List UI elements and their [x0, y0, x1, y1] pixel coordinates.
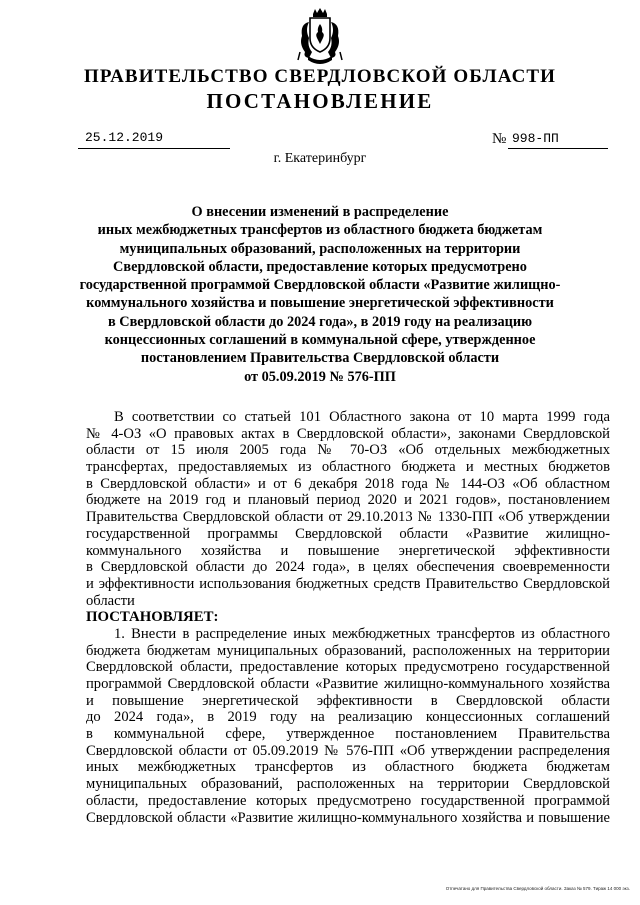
body-line: В соответствии со статьей 101 Областного закона от 10 марта 1999 года — [114, 409, 610, 425]
body-line: муниципальных образований, расположенных на территории Свердловской — [86, 776, 610, 793]
title-line: иных межбюджетных трансфертов из областного бюджета бюджетам — [97, 222, 543, 239]
coat-of-arms-icon — [296, 8, 344, 68]
title-line: Свердловской области, предоставление которых предусмотрено — [113, 258, 527, 275]
document-type: ПОСТАНОВЛЕНИЕ — [206, 89, 434, 113]
title-line: О внесении изменений в распределение — [191, 204, 449, 220]
body-line: трансфертах, предоставляемых из областного бюджета и местных бюджетов — [86, 459, 610, 476]
document-body — [86, 409, 610, 826]
body-line: Свердловской области от 05.09.2019 № 576-ПП «Об утверждении распределения — [86, 742, 610, 759]
date-underline — [78, 148, 230, 149]
title-line: концессионных соглашений в коммунальной сфере, утвержденное — [104, 332, 536, 349]
resolves-heading: ПОСТАНОВЛЯЕТ: — [86, 609, 219, 626]
body-line: области от 15 июля 2005 года № 70-ОЗ «Об отдельных межбюджетных — [86, 442, 610, 459]
body-line: до 2024 года», в 2019 году на реализацию концессионных соглашений — [86, 709, 610, 726]
number-sign: № — [492, 131, 507, 147]
body-line: в Свердловской области» и от 6 декабря 2018 года № 144-ОЗ «Об областном — [86, 475, 610, 492]
body-line: государственной программы Свердловской области «Развитие жилищно- — [86, 525, 610, 542]
organization-title: ПРАВИТЕЛЬСТВО СВЕРДЛОВСКОЙ ОБЛАСТИ — [83, 66, 557, 87]
body-line: области, предоставление которых предусмотрено государственной программой — [86, 792, 610, 809]
document-number: 998-ПП — [512, 131, 559, 146]
preamble-paragraph — [86, 409, 610, 609]
number-underline — [508, 148, 608, 149]
body-line: в коммунальной сфере, утвержденное постановлением Правительства — [86, 726, 610, 743]
document-title — [70, 203, 570, 386]
body-line: и повышение энергетической эффективности в Свердловской области — [86, 692, 610, 709]
document-date: 25.12.2019 — [85, 130, 164, 145]
body-line: иных межбюджетных трансфертов из областного бюджета бюджетам — [86, 759, 610, 776]
title-line: коммунального хозяйства и повышение энергетической эффективности — [86, 295, 554, 312]
body-line: области — [86, 592, 135, 609]
body-line: 1. Внести в распределение иных межбюджетных трансфертов из областного — [114, 625, 610, 642]
body-line: Правительства Свердловской области от 29.10.2013 № 1330-ПП «Об утверждении — [86, 509, 610, 526]
title-line: муниципальных образований, расположенных на территории — [119, 240, 521, 257]
body-line: бюджете на 2019 год и плановый период 2020 и 2021 годов», постановлением — [86, 492, 610, 509]
body-line: коммунального хозяйства и повышение энергетической эффективности — [86, 542, 610, 559]
city: г. Екатеринбург — [273, 151, 367, 166]
body-line: программой Свердловской области «Развитие жилищно-коммунального хозяйства — [86, 676, 610, 692]
title-line: от 05.09.2019 № 576-ПП — [244, 368, 396, 385]
body-line: бюджета бюджетам муниципальных образований, расположенных на территории — [86, 642, 610, 659]
title-line: в Свердловской области до 2024 года», в 2019 году на реализацию — [107, 313, 533, 330]
body-line: в Свердловской области до 2024 года», в целях обеспечения своевременности — [86, 559, 610, 576]
body-line: № 4-ОЗ «О правовых актах в Свердловской области», законами Свердловской — [86, 425, 610, 442]
title-line: постановлением Правительства Свердловской области — [140, 350, 500, 367]
item-1-paragraph — [86, 626, 610, 826]
body-line: и эффективности использования бюджетных средств Правительство Свердловской — [86, 575, 610, 592]
print-footer: Отпечатано для Правительства Свердловской области. Заказ № 579. Тираж 14 000 экз. — [445, 886, 630, 891]
body-line: Свердловской области «Развитие жилищно-коммунального хозяйства и повышение — [86, 809, 610, 826]
body-line: Свердловской области, предоставление которых предусмотрено государственной — [86, 659, 610, 676]
title-line: государственной программой Свердловской области «Развитие жилищно- — [79, 277, 561, 294]
